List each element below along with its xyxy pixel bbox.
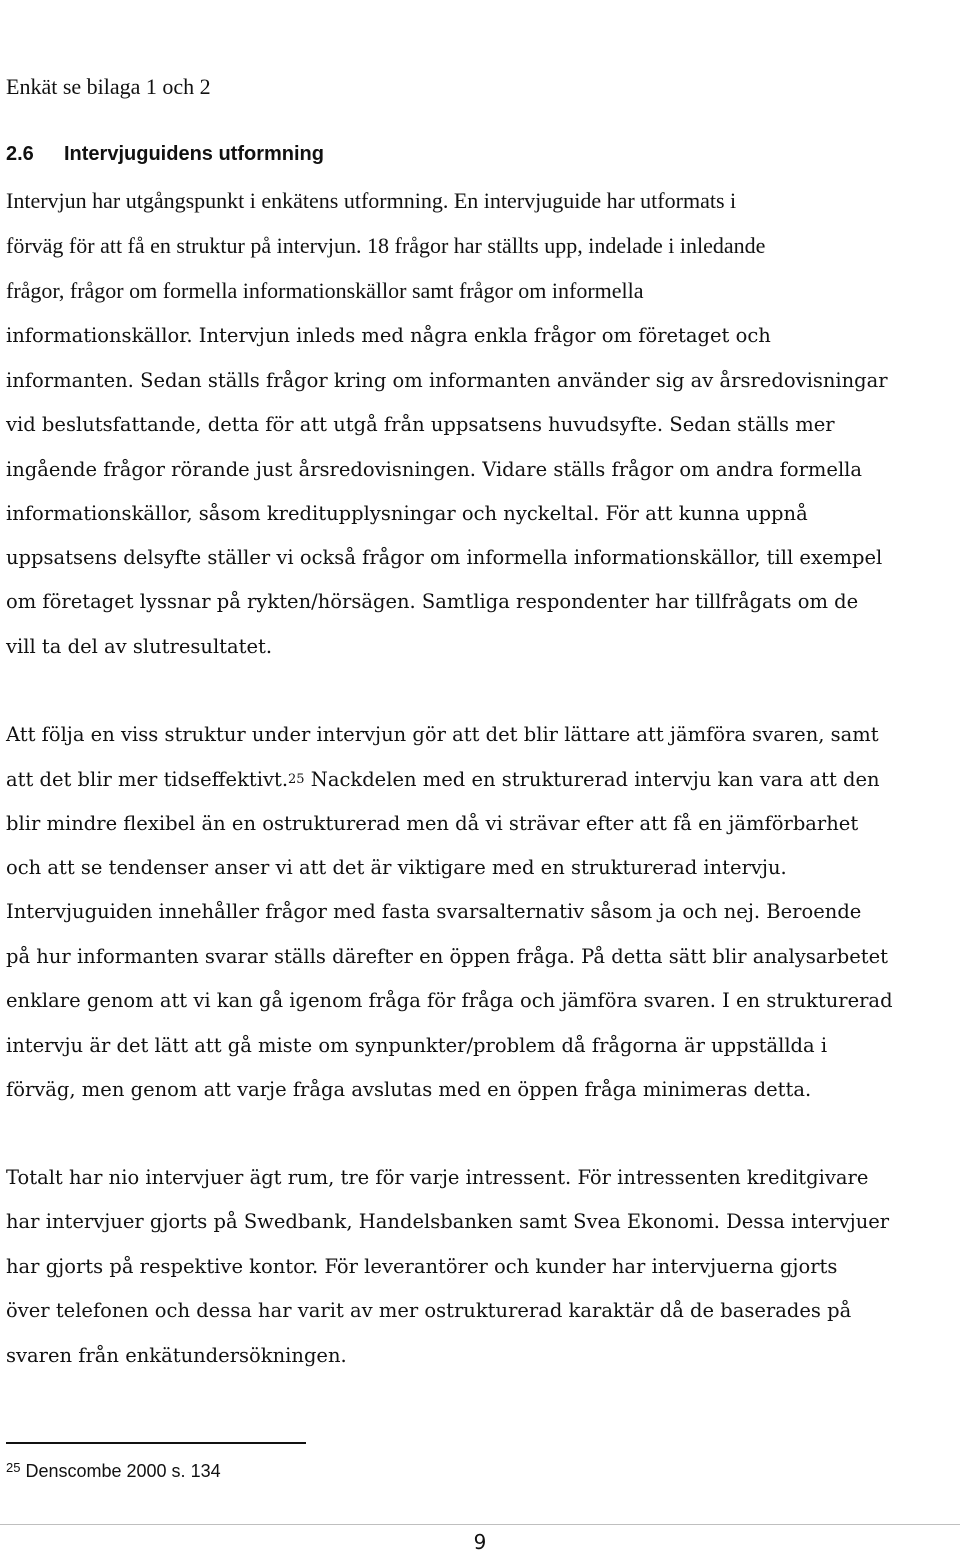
text-line: frågor, frågor om formella informationskällor samt frågor om informella (6, 278, 644, 303)
text-line: om företaget lyssnar på rykten/hörsägen. Samtliga respondenter har tillfrågats om de (6, 590, 859, 613)
text-line: Intervjuguiden innehåller frågor med fasta svarsalternativ såsom ja och nej. Beroende (6, 900, 862, 923)
text-line: och att se tendenser anser vi att det är viktigare med en strukturerad intervju. (6, 856, 787, 879)
text-line: uppsatsens delsyfte ställer vi också frågor om informella informationskällor, till exempel (6, 546, 883, 569)
footnote-number: 25 (6, 1460, 21, 1475)
intro-line: Enkät se bilaga 1 och 2 (6, 74, 211, 99)
text-line: informanten. Sedan ställs frågor kring om informanten använder sig av årsredovisningar (6, 369, 888, 392)
text-line: har intervjuer gjorts på Swedbank, Handelsbanken samt Svea Ekonomi. Dessa intervjuer (6, 1210, 890, 1233)
text-line: på hur informanten svarar ställs därefter en öppen fråga. På detta sätt blir analysarbetet (6, 945, 888, 968)
section-title: Intervjuguidens utformning (64, 143, 324, 165)
text-line: svaren från enkätundersökningen. (6, 1344, 347, 1367)
page-divider (0, 1524, 960, 1525)
text-segment: Nackdelen med en strukturerad intervju kan vara att den (304, 768, 880, 791)
text-line: intervju är det lätt att gå miste om synpunkter/problem då frågorna är uppställda i (6, 1034, 828, 1057)
page-number: 9 (473, 1530, 487, 1554)
section-number: 2.6 (6, 143, 34, 165)
footnote-reference: 25 (288, 772, 305, 787)
footnote-text: Denscombe 2000 s. 134 (20, 1461, 221, 1481)
footnote (6, 1461, 221, 1482)
section-heading (6, 142, 324, 166)
footnote-separator (6, 1442, 306, 1444)
text-line: över telefonen och dessa har varit av mer ostrukturerad karaktär då de baserades på (6, 1299, 852, 1322)
text-line (6, 768, 880, 795)
text-line: förväg för att få en struktur på intervjun. 18 frågor har ställts upp, indelade i inledande (6, 233, 766, 258)
text-segment: att det blir mer tidseffektivt. (6, 768, 289, 791)
text-line: Intervjun har utgångspunkt i enkätens utformning. En intervjuguide har utformats i (6, 188, 737, 213)
text-line: vid beslutsfattande, detta för att utgå från uppsatsens huvudsyfte. Sedan ställs mer (6, 413, 835, 436)
text-line: informationskällor, såsom kreditupplysningar och nyckeltal. För att kunna uppnå (6, 502, 808, 525)
text-line: förväg, men genom att varje fråga avslutas med en öppen fråga minimeras detta. (6, 1078, 812, 1101)
text-line: Totalt har nio intervjuer ägt rum, tre för varje intressent. För intressenten kreditgivare (6, 1166, 869, 1189)
text-line: enklare genom att vi kan gå igenom fråga för fråga och jämföra svaren. I en strukturerad (6, 989, 893, 1012)
text-line: Att följa en viss struktur under intervjun gör att det blir lättare att jämföra svaren, samt (6, 723, 879, 746)
text-line: ingående frågor rörande just årsredovisningen. Vidare ställs frågor om andra formella (6, 458, 863, 481)
text-line: har gjorts på respektive kontor. För leverantörer och kunder har intervjuerna gjorts (6, 1255, 838, 1278)
text-line: informationskällor. Intervjun inleds med några enkla frågor om företaget och (6, 324, 771, 347)
text-line: vill ta del av slutresultatet. (6, 635, 273, 658)
text-line: blir mindre flexibel än en ostrukturerad men då vi strävar efter att få en jämförbarhet (6, 812, 859, 835)
